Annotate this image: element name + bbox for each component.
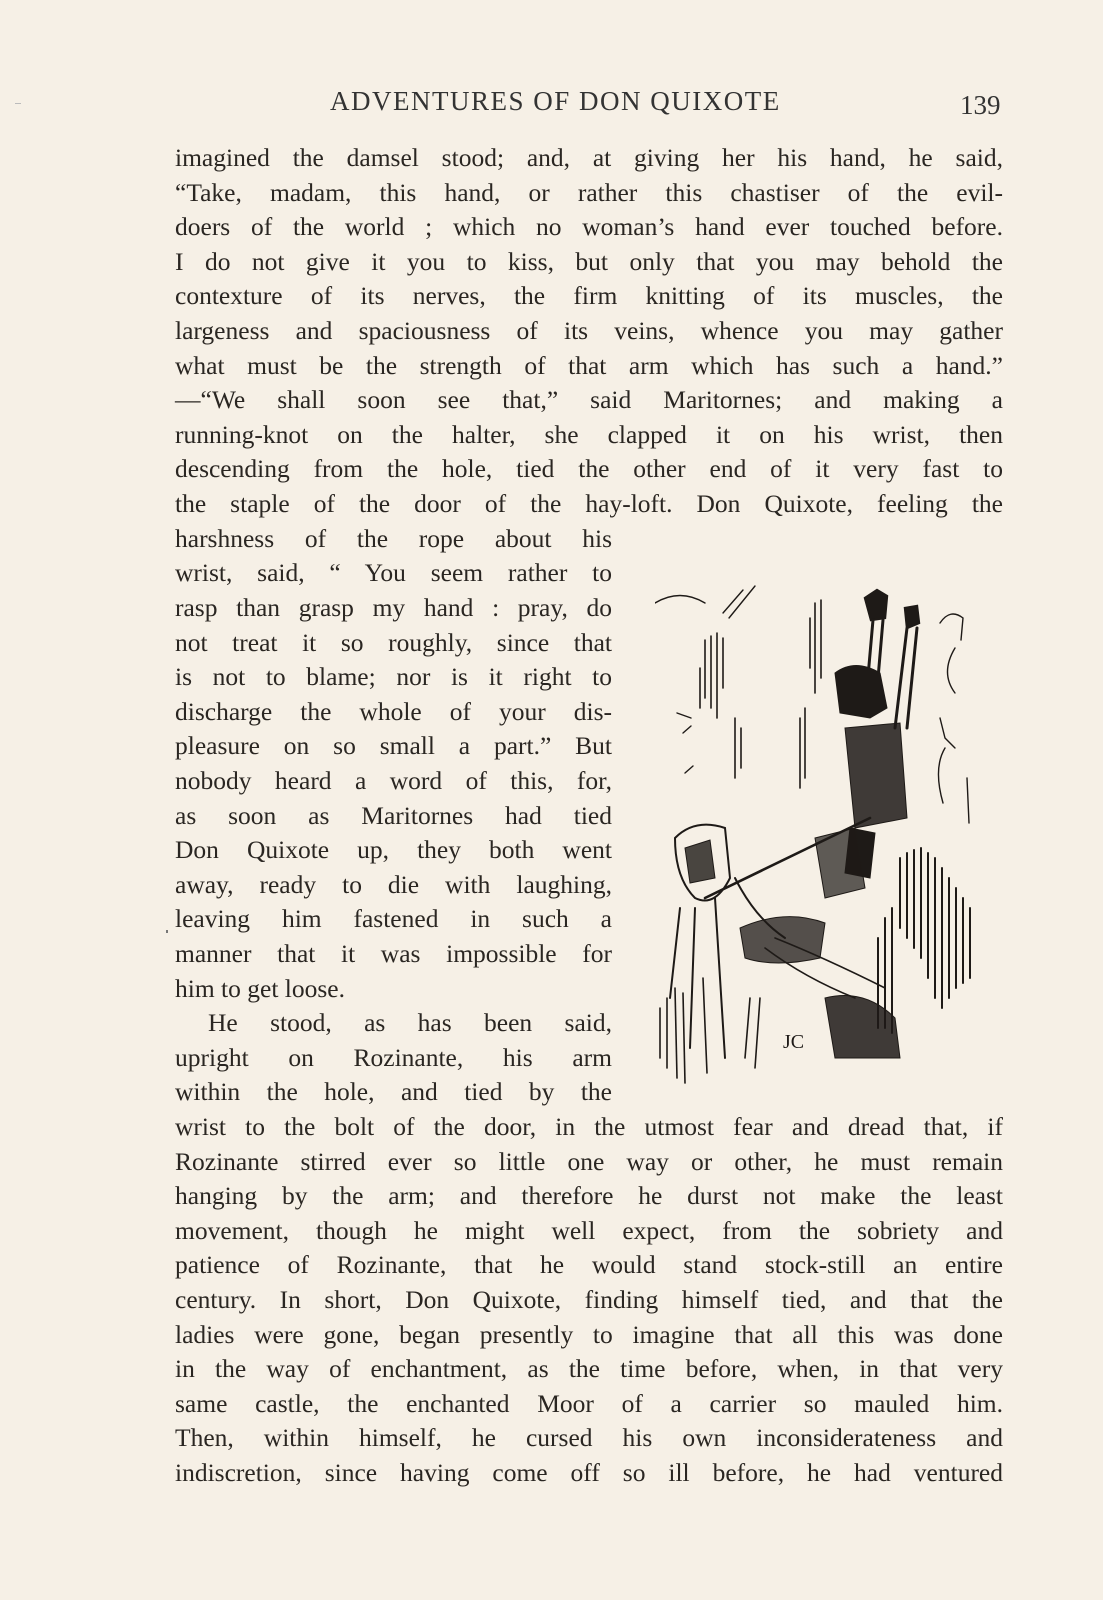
running-title: ADVENTURES OF DON QUIXOTE: [330, 86, 781, 116]
text-line: manner that it was impossible for: [175, 939, 612, 968]
text-line: as soon as Maritornes had tied: [175, 801, 612, 830]
text-line: pleasure on so small a part.” But: [175, 731, 612, 760]
text-line: Don Quixote up, they both went: [175, 835, 612, 864]
text-line: same castle, the enchanted Moor of a carrier so mauled him.: [175, 1389, 1003, 1418]
text-line: patience of Rozinante, that he would stand stock-still an entire: [175, 1250, 1003, 1279]
text-line: in the way of enchantment, as the time before, when, in that very: [175, 1354, 1003, 1383]
text-line: century. In short, Don Quixote, finding himself tied, and that the: [175, 1285, 1003, 1314]
text-line: hanging by the arm; and therefore he durst not make the least: [175, 1181, 1003, 1210]
margin-dot: [166, 930, 168, 933]
text-line: is not to blame; nor is it right to: [175, 662, 612, 691]
text-line: running-knot on the halter, she clapped it on his wrist, then: [175, 420, 1003, 449]
text-line: contexture of its nerves, the firm knitting of its muscles, the: [175, 281, 1003, 310]
text-line: wrist, said, “ You seem rather to: [175, 558, 612, 587]
text-line: within the hole, and tied by the: [175, 1077, 612, 1106]
text-line: him to get loose.: [175, 974, 345, 1003]
page-number: 139: [960, 90, 1001, 120]
engraving-image: [655, 578, 1000, 1090]
text-line: discharge the whole of your dis-: [175, 697, 612, 726]
text-line: indiscretion, since having come off so ill before, he had ventured: [175, 1458, 1003, 1487]
text-line: nobody heard a word of this, for,: [175, 766, 612, 795]
text-line: Rozinante stirred ever so little one way or other, he must remain: [175, 1147, 1003, 1176]
text-line: ladies were gone, began presently to imagine that all this was done: [175, 1320, 1003, 1349]
text-line: wrist to the bolt of the door, in the utmost fear and dread that, if: [175, 1112, 1003, 1141]
illustration-signature: JC: [783, 1031, 805, 1053]
text-line: movement, though he might well expect, from the sobriety and: [175, 1216, 1003, 1245]
text-line: imagined the damsel stood; and, at giving her his hand, he said,: [175, 143, 1003, 172]
text-line: leaving him fastened in such a: [175, 904, 612, 933]
text-line: rasp than grasp my hand : pray, do: [175, 593, 612, 622]
text-line: not treat it so roughly, since that: [175, 628, 612, 657]
text-line: doers of the world ; which no woman’s hand ever touched before.: [175, 212, 1003, 241]
text-line: the staple of the door of the hay-loft. Don Quixote, feeling the: [175, 489, 1003, 518]
text-line: —“We shall soon see that,” said Maritornes; and making a: [175, 385, 1003, 414]
text-line: I do not give it you to kiss, but only that you may behold the: [175, 247, 1003, 276]
text-line: “Take, madam, this hand, or rather this chastiser of the evil-: [175, 178, 1003, 207]
text-line: harshness of the rope about his: [175, 524, 612, 553]
text-line-indent: He stood, as has been said,: [208, 1008, 612, 1037]
margin-mark: [15, 103, 21, 104]
text-line: upright on Rozinante, his arm: [175, 1043, 612, 1072]
text-line: away, ready to die with laughing,: [175, 870, 612, 899]
text-line: largeness and spaciousness of its veins, whence you may gather: [175, 316, 1003, 345]
text-line: descending from the hole, tied the other end of it very fast to: [175, 454, 1003, 483]
text-line: Then, within himself, he cursed his own inconsiderateness and: [175, 1423, 1003, 1452]
text-line: what must be the strength of that arm which has such a hand.”: [175, 351, 1003, 380]
illustration: [655, 578, 1000, 1090]
